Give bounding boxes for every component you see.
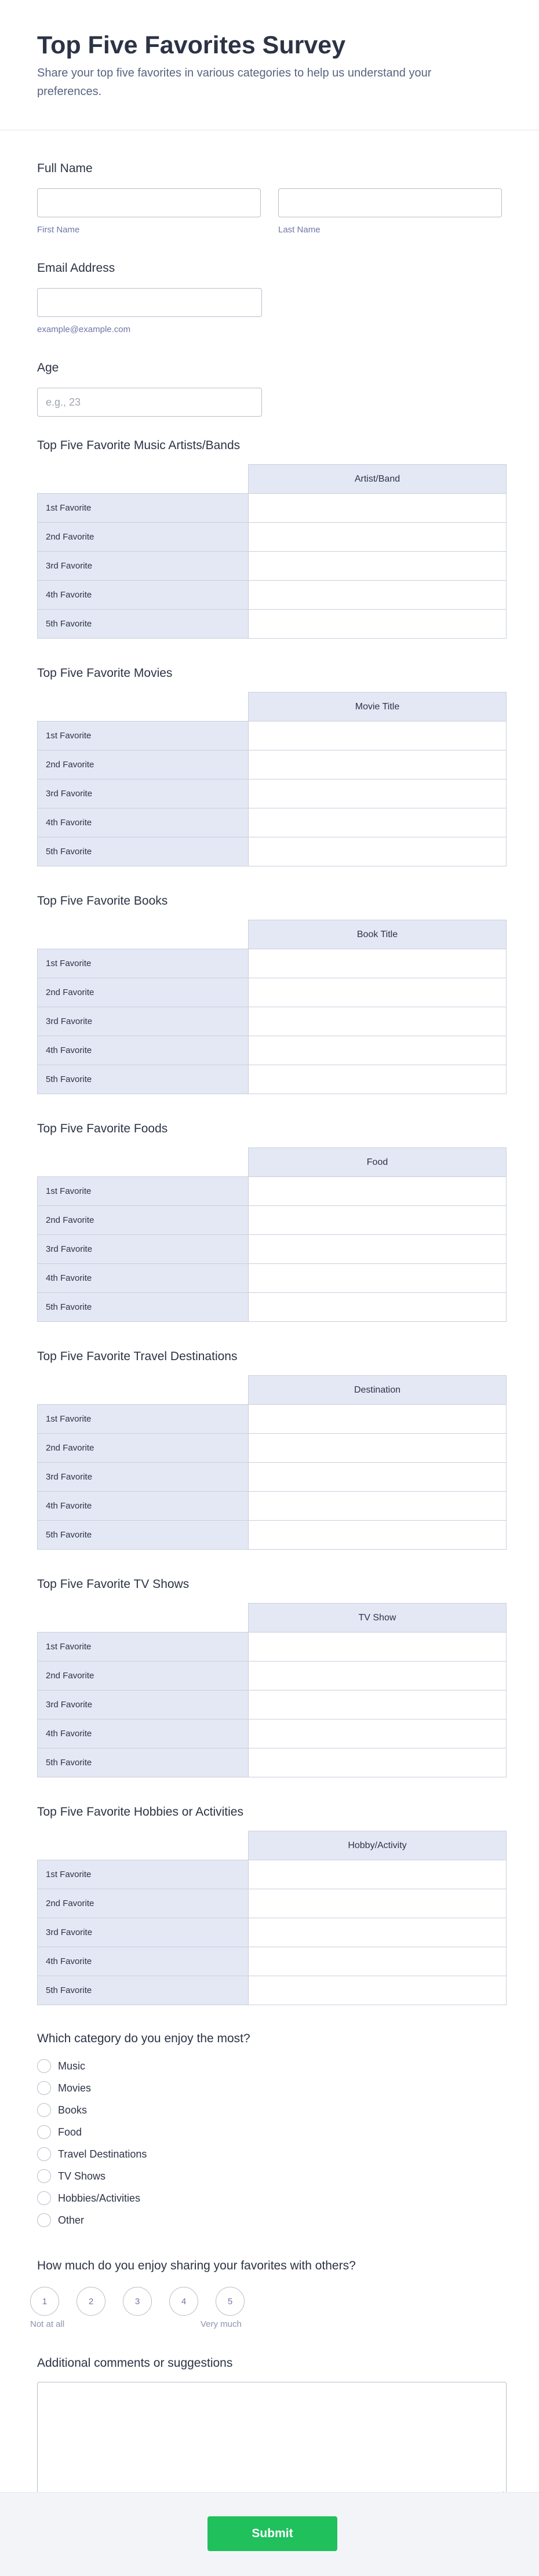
comments-label: Additional comments or suggestions xyxy=(37,2356,233,2370)
scale-option-button[interactable]: 2 xyxy=(77,2287,105,2316)
matrix-cell-input[interactable] xyxy=(249,552,507,581)
page-title: Top Five Favorites Survey xyxy=(37,31,346,59)
table-row xyxy=(38,978,507,1007)
category-options xyxy=(37,2055,502,2231)
matrix-cell-input[interactable] xyxy=(249,494,507,523)
matrix-row-header: 2nd Favorite xyxy=(38,523,249,552)
table-row xyxy=(38,1036,507,1065)
matrix-row-header: 3rd Favorite xyxy=(38,1463,249,1492)
matrix-cell-input[interactable] xyxy=(249,523,507,552)
matrix-row-header: 4th Favorite xyxy=(38,1492,249,1521)
radio-option[interactable] xyxy=(37,2143,502,2165)
matrix-row-header: 2nd Favorite xyxy=(38,978,249,1007)
table-row xyxy=(38,1264,507,1293)
table-row xyxy=(38,1947,507,1976)
radio-option-label: Other xyxy=(58,2214,85,2226)
radio-option[interactable] xyxy=(37,2209,502,2231)
favorites-matrix xyxy=(37,1831,507,2005)
radio-circle-icon[interactable] xyxy=(37,2191,51,2205)
matrix-cell-input[interactable] xyxy=(249,1235,507,1264)
table-row xyxy=(38,1860,507,1889)
matrix-title: Top Five Favorite Movies xyxy=(37,666,173,680)
matrix-section xyxy=(37,438,502,639)
age-input[interactable] xyxy=(37,388,262,417)
matrix-row-header: 1st Favorite xyxy=(38,494,249,523)
table-row xyxy=(38,1065,507,1094)
radio-circle-icon[interactable] xyxy=(37,2213,51,2227)
favorites-matrix xyxy=(37,692,507,866)
matrix-cell-input[interactable] xyxy=(249,581,507,610)
matrix-column-header: Book Title xyxy=(249,920,507,949)
matrix-title: Top Five Favorite Foods xyxy=(37,1122,168,1135)
matrix-row-header: 1st Favorite xyxy=(38,1177,249,1206)
matrix-row-header: 3rd Favorite xyxy=(38,1690,249,1719)
matrix-cell-input[interactable] xyxy=(249,722,507,750)
matrix-section xyxy=(37,1804,502,2005)
radio-circle-icon[interactable] xyxy=(37,2147,51,2161)
matrix-title: Top Five Favorite Music Artists/Bands xyxy=(37,439,241,452)
table-row xyxy=(38,494,507,523)
radio-circle-icon[interactable] xyxy=(37,2081,51,2095)
matrix-row-header: 2nd Favorite xyxy=(38,1434,249,1463)
matrix-cell-input[interactable] xyxy=(249,1036,507,1065)
matrix-row-header: 5th Favorite xyxy=(38,1748,249,1777)
matrix-row-header: 1st Favorite xyxy=(38,722,249,750)
matrix-cell-input[interactable] xyxy=(249,1206,507,1235)
matrix-cell-input[interactable] xyxy=(249,1976,507,2005)
last-name-sublabel: Last Name xyxy=(278,225,321,235)
matrix-row-header: 1st Favorite xyxy=(38,1633,249,1662)
radio-option-label: Movies xyxy=(58,2082,92,2094)
form-header xyxy=(0,0,539,130)
radio-option[interactable] xyxy=(37,2121,502,2143)
matrix-cell-input[interactable] xyxy=(249,1633,507,1662)
matrix-cell-input[interactable] xyxy=(249,1293,507,1322)
matrix-corner xyxy=(38,1148,249,1177)
submit-button[interactable]: Submit xyxy=(207,2516,337,2551)
matrix-cell-input[interactable] xyxy=(249,949,507,978)
form-footer xyxy=(0,2492,539,2576)
matrix-title: Top Five Favorite Books xyxy=(37,894,168,908)
matrix-row-header: 2nd Favorite xyxy=(38,1889,249,1918)
email-field xyxy=(37,260,502,336)
matrix-cell-input[interactable] xyxy=(249,750,507,779)
radio-option-label: TV Shows xyxy=(58,2170,106,2182)
matrix-row-header: 4th Favorite xyxy=(38,1036,249,1065)
matrix-cell-input[interactable] xyxy=(249,779,507,808)
scale-max-label: Very much xyxy=(201,2319,242,2329)
matrix-cell-input[interactable] xyxy=(249,1264,507,1293)
radio-option[interactable] xyxy=(37,2055,502,2077)
matrix-column-header: Hobby/Activity xyxy=(249,1831,507,1860)
email-input[interactable] xyxy=(37,288,262,317)
scale-options xyxy=(30,2287,502,2316)
last-name-input[interactable] xyxy=(278,188,502,217)
email-label: Email Address xyxy=(37,261,115,275)
enjoyment-scale-field xyxy=(30,2258,502,2333)
scale-option-button[interactable]: 4 xyxy=(169,2287,198,2316)
matrix-row-header: 4th Favorite xyxy=(38,808,249,837)
matrix-cell-input[interactable] xyxy=(249,978,507,1007)
radio-option[interactable] xyxy=(37,2099,502,2121)
table-row xyxy=(38,1293,507,1322)
table-row xyxy=(38,1492,507,1521)
scale-option-button[interactable]: 1 xyxy=(30,2287,59,2316)
table-row xyxy=(38,1405,507,1434)
matrix-cell-input[interactable] xyxy=(249,1690,507,1719)
matrix-corner xyxy=(38,1604,249,1633)
matrix-row-header: 4th Favorite xyxy=(38,1947,249,1976)
table-row xyxy=(38,1662,507,1690)
matrix-row-header: 3rd Favorite xyxy=(38,1235,249,1264)
first-name-sublabel: First Name xyxy=(37,225,80,235)
matrix-column-header: Destination xyxy=(249,1376,507,1405)
radio-option[interactable] xyxy=(37,2187,502,2209)
comments-field xyxy=(37,2355,502,2499)
matrix-cell-input[interactable] xyxy=(249,1889,507,1918)
matrix-corner xyxy=(38,920,249,949)
matrix-row-header: 5th Favorite xyxy=(38,1521,249,1550)
matrix-title: Top Five Favorite Travel Destinations xyxy=(37,1350,238,1363)
favorites-matrix xyxy=(37,1147,507,1322)
matrix-row-header: 4th Favorite xyxy=(38,581,249,610)
matrix-cell-input[interactable] xyxy=(249,1405,507,1434)
matrix-row-header: 1st Favorite xyxy=(38,1405,249,1434)
matrix-row-header: 4th Favorite xyxy=(38,1719,249,1748)
matrix-cell-input[interactable] xyxy=(249,1748,507,1777)
radio-circle-icon[interactable] xyxy=(37,2059,51,2073)
table-row xyxy=(38,1889,507,1918)
table-row xyxy=(38,523,507,552)
matrix-row-header: 5th Favorite xyxy=(38,1065,249,1094)
table-row xyxy=(38,1719,507,1748)
table-row xyxy=(38,722,507,750)
radio-option-label: Music xyxy=(58,2060,86,2072)
table-row xyxy=(38,837,507,866)
table-row xyxy=(38,1918,507,1947)
category-label: Which category do you enjoy the most? xyxy=(37,2032,250,2045)
matrix-cell-input[interactable] xyxy=(249,1860,507,1889)
comments-textarea[interactable] xyxy=(37,2382,507,2499)
table-row xyxy=(38,750,507,779)
matrix-row-header: 3rd Favorite xyxy=(38,1007,249,1036)
matrix-column-header: TV Show xyxy=(249,1604,507,1633)
table-row xyxy=(38,552,507,581)
table-row xyxy=(38,1206,507,1235)
table-row xyxy=(38,1976,507,2005)
matrix-group xyxy=(37,438,502,2005)
matrix-column-header: Movie Title xyxy=(249,693,507,722)
matrix-row-header: 1st Favorite xyxy=(38,949,249,978)
matrix-cell-input[interactable] xyxy=(249,1918,507,1947)
matrix-section xyxy=(37,665,502,866)
matrix-row-header: 5th Favorite xyxy=(38,1293,249,1322)
matrix-cell-input[interactable] xyxy=(249,837,507,866)
favorites-matrix xyxy=(37,464,507,639)
radio-circle-icon[interactable] xyxy=(37,2125,51,2139)
first-name-input[interactable] xyxy=(37,188,261,217)
matrix-title: Top Five Favorite Hobbies or Activities xyxy=(37,1805,243,1819)
matrix-section xyxy=(37,1349,502,1550)
table-row xyxy=(38,1434,507,1463)
matrix-cell-input[interactable] xyxy=(249,1719,507,1748)
table-row xyxy=(38,1748,507,1777)
matrix-corner xyxy=(38,1376,249,1405)
table-row xyxy=(38,1463,507,1492)
matrix-cell-input[interactable] xyxy=(249,1521,507,1550)
page-subtitle: Share your top five favorites in various categories to help us understand your preferences. xyxy=(37,67,432,98)
matrix-column-header: Food xyxy=(249,1148,507,1177)
radio-option-label: Hobbies/Activities xyxy=(58,2192,141,2204)
matrix-cell-input[interactable] xyxy=(249,1947,507,1976)
favorites-matrix xyxy=(37,1375,507,1550)
matrix-row-header: 2nd Favorite xyxy=(38,1662,249,1690)
scale-option-button[interactable]: 3 xyxy=(123,2287,152,2316)
matrix-cell-input[interactable] xyxy=(249,1662,507,1690)
table-row xyxy=(38,1235,507,1264)
full-name-label: Full Name xyxy=(37,162,93,175)
matrix-section xyxy=(37,1576,502,1777)
radio-option-label: Travel Destinations xyxy=(58,2148,147,2160)
table-row xyxy=(38,581,507,610)
table-row xyxy=(38,1177,507,1206)
matrix-row-header: 5th Favorite xyxy=(38,1976,249,2005)
favorites-matrix xyxy=(37,920,507,1094)
matrix-row-header: 2nd Favorite xyxy=(38,750,249,779)
matrix-row-header: 1st Favorite xyxy=(38,1860,249,1889)
matrix-row-header: 2nd Favorite xyxy=(38,1206,249,1235)
matrix-row-header: 3rd Favorite xyxy=(38,779,249,808)
matrix-cell-input[interactable] xyxy=(249,1463,507,1492)
age-label: Age xyxy=(37,361,59,374)
radio-option[interactable] xyxy=(37,2165,502,2187)
matrix-cell-input[interactable] xyxy=(249,1065,507,1094)
table-row xyxy=(38,1007,507,1036)
matrix-row-header: 5th Favorite xyxy=(38,610,249,639)
matrix-cell-input[interactable] xyxy=(249,1007,507,1036)
matrix-row-header: 3rd Favorite xyxy=(38,552,249,581)
table-row xyxy=(38,1690,507,1719)
scale-label: How much do you enjoy sharing your favorites with others? xyxy=(37,2259,356,2272)
full-name-field xyxy=(37,161,502,236)
matrix-cell-input[interactable] xyxy=(249,610,507,639)
table-row xyxy=(38,610,507,639)
matrix-section xyxy=(37,1121,502,1322)
form-content xyxy=(0,161,539,2499)
radio-option-label: Food xyxy=(58,2126,82,2138)
email-hint: example@example.com xyxy=(37,325,131,334)
matrix-corner xyxy=(38,693,249,722)
matrix-cell-input[interactable] xyxy=(249,1434,507,1463)
favorites-matrix xyxy=(37,1603,507,1777)
matrix-cell-input[interactable] xyxy=(249,808,507,837)
table-row xyxy=(38,808,507,837)
matrix-cell-input[interactable] xyxy=(249,1177,507,1206)
radio-option-label: Books xyxy=(58,2104,88,2116)
scale-min-label: Not at all xyxy=(30,2319,65,2329)
radio-option[interactable] xyxy=(37,2077,502,2099)
matrix-cell-input[interactable] xyxy=(249,1492,507,1521)
table-row xyxy=(38,1633,507,1662)
matrix-row-header: 5th Favorite xyxy=(38,837,249,866)
scale-option-button[interactable]: 5 xyxy=(216,2287,245,2316)
age-field xyxy=(37,360,502,417)
table-row xyxy=(38,949,507,978)
matrix-column-header: Artist/Band xyxy=(249,465,507,494)
radio-circle-icon[interactable] xyxy=(37,2169,51,2183)
radio-circle-icon[interactable] xyxy=(37,2103,51,2117)
matrix-row-header: 3rd Favorite xyxy=(38,1918,249,1947)
matrix-title: Top Five Favorite TV Shows xyxy=(37,1577,190,1591)
matrix-row-header: 4th Favorite xyxy=(38,1264,249,1293)
matrix-section xyxy=(37,893,502,1094)
category-field xyxy=(37,2031,502,2231)
table-row xyxy=(38,779,507,808)
matrix-corner xyxy=(38,1831,249,1860)
table-row xyxy=(38,1521,507,1550)
matrix-corner xyxy=(38,465,249,494)
